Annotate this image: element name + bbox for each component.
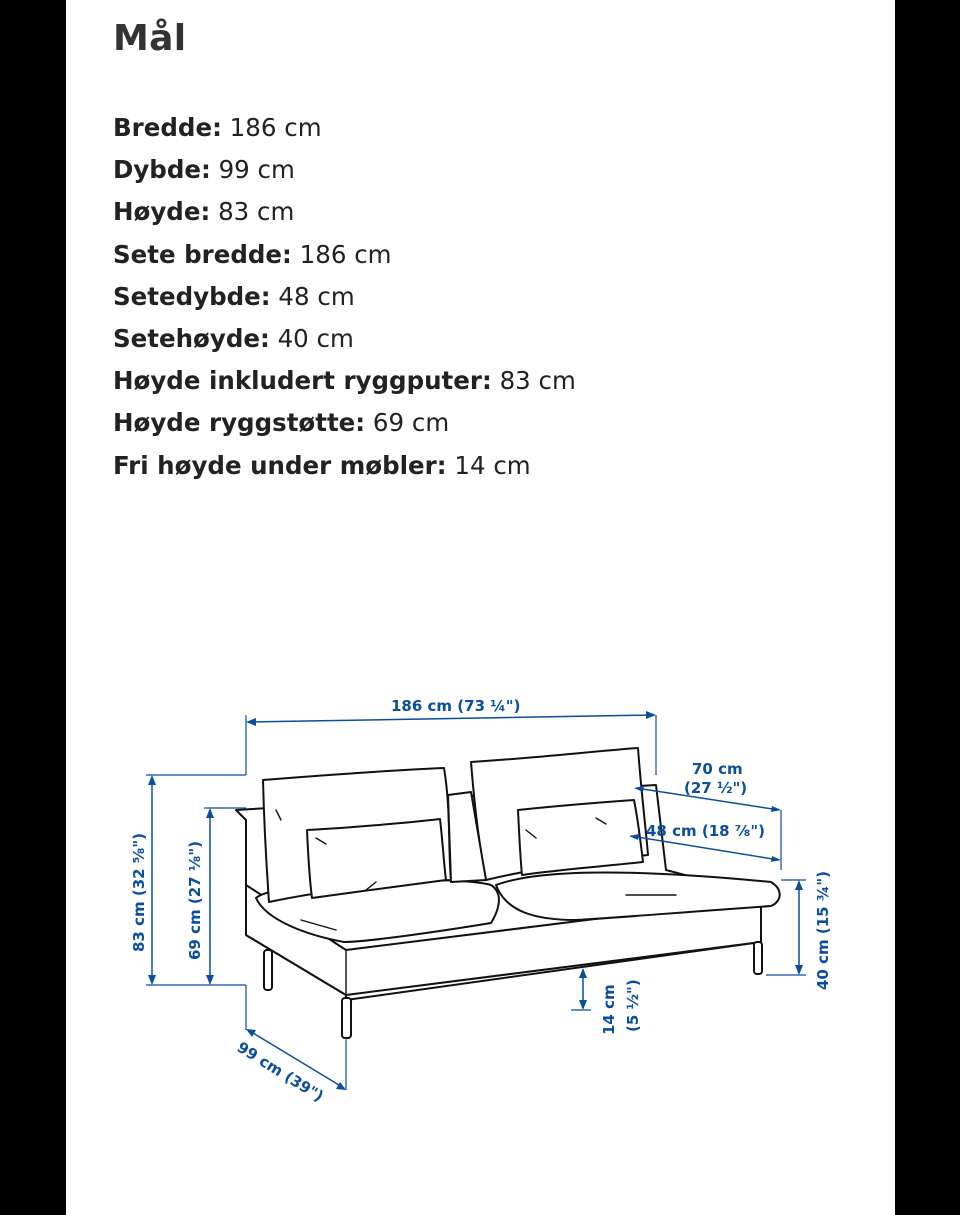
seat-height-label: 40 cm (15 ¾") <box>814 871 832 990</box>
spec-label: Sete bredde: <box>113 239 292 269</box>
spec-value: 99 cm <box>218 155 295 185</box>
depth-label: 99 cm (39") <box>233 1038 327 1106</box>
spec-row-floor-clearance <box>113 448 576 490</box>
width-label: 186 cm (73 ¼") <box>391 697 521 715</box>
spec-value: 83 cm <box>499 366 576 396</box>
clearance-inch-label: (5 ½") <box>624 979 642 1032</box>
spec-value: 83 cm <box>218 197 295 227</box>
spec-value: 48 cm <box>278 281 355 311</box>
spec-row-backrest-height <box>113 405 576 447</box>
sofa-leg <box>754 942 762 974</box>
clearance-label: 14 cm <box>600 984 618 1035</box>
spec-row-width <box>113 110 576 152</box>
spec-row-height <box>113 194 576 236</box>
sofa-dimension-diagram <box>66 680 895 1140</box>
spec-value: 69 cm <box>372 408 450 438</box>
spec-row-seat-height <box>113 321 576 363</box>
dimension-spec-list <box>113 110 576 490</box>
spec-label: Fri høyde under møbler: <box>113 450 447 480</box>
spec-value: 186 cm <box>229 113 322 142</box>
sofa-leg <box>264 950 272 990</box>
spec-label: Bredde: <box>113 113 222 142</box>
spec-row-seat-depth <box>113 279 576 321</box>
spec-row-height-with-cushions <box>113 363 576 405</box>
spec-value: 186 cm <box>299 239 392 269</box>
back-depth-label: 70 cm <box>692 760 743 778</box>
spec-row-depth <box>113 152 576 194</box>
spec-value: 40 cm <box>277 323 354 353</box>
back-depth-inch-label: (27 ½") <box>684 779 748 797</box>
sofa-leg <box>342 998 351 1038</box>
spec-label: Setehøyde: <box>113 323 270 353</box>
spec-row-seat-width <box>113 237 576 279</box>
spec-label: Setedybde: <box>113 281 271 311</box>
product-dimensions-panel <box>66 0 895 1215</box>
spec-value: 14 cm <box>454 450 531 480</box>
seat-depth-label: 48 cm (18 ⅞") <box>646 822 765 840</box>
backrest-height-label: 69 cm (27 ⅛") <box>186 841 204 960</box>
spec-label: Høyde ryggstøtte: <box>113 408 366 438</box>
spec-label: Høyde: <box>113 197 211 227</box>
height-label: 83 cm (32 ⅝") <box>130 833 148 952</box>
spec-label: Høyde inkludert ryggputer: <box>113 366 492 396</box>
spec-label: Dybde: <box>113 155 211 185</box>
page-title: Mål <box>113 18 187 59</box>
